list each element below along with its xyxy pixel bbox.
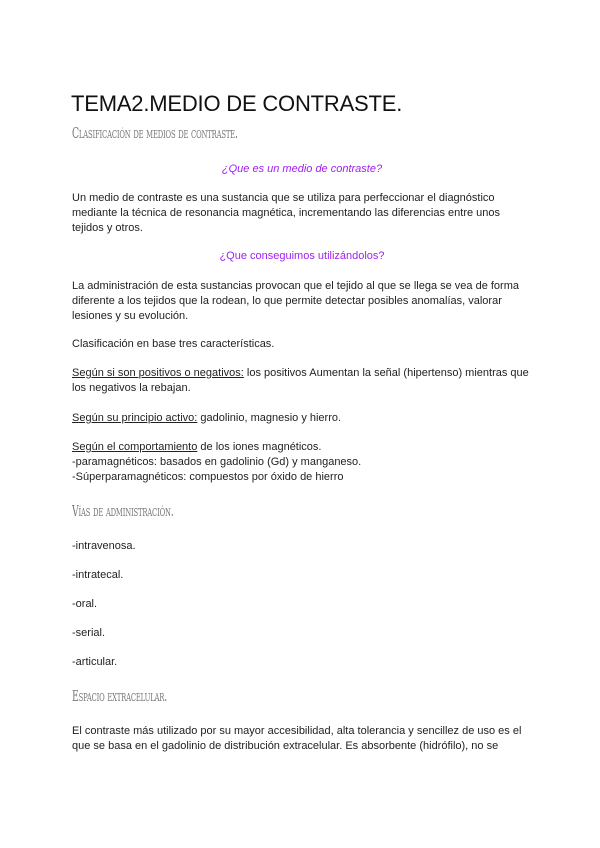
heading-espacio-extracelular: Espacio extracelular. — [72, 687, 167, 705]
label-segun-comportamiento: Según el comportamiento — [72, 441, 198, 453]
label-segun-positivos: Según si son positivos o negativos: — [72, 367, 244, 379]
text-segun-principio: gadolinio, magnesio y hierro. — [197, 412, 342, 424]
text-segun-positivos: los positivos Aumentan la señal (hipertenso) mientras que los negativos la rebajan. — [72, 367, 529, 394]
via-item: -articular. — [72, 656, 118, 668]
paragraph-segun-positivos — [72, 366, 532, 396]
via-item: -oral. — [72, 598, 98, 610]
paragraph-espacio: El contraste más utilizado por su mayor accesibilidad, alta tolerancia y sencillez de uso es el que se basa en el gadolinio de distribución extracelular. Es absorbente (hidrófilo), no se — [72, 725, 522, 752]
paragraph-segun-comportamiento — [72, 440, 532, 485]
question-que-es: ¿Que es un medio de contraste? — [221, 163, 383, 175]
paragraph-segun-principio — [72, 411, 532, 426]
document-title: TEMA2.MEDIO DE CONTRASTE. — [71, 91, 403, 116]
text-segun-comportamiento: de los iones magnéticos. — [197, 441, 322, 453]
via-item: -intravenosa. — [72, 540, 136, 552]
via-item: -intratecal. — [72, 569, 124, 581]
paragraph-administracion: La administración de esta sustancias provocan que el tejido al que se llega se vea de forma diferente a los tejidos que la rodean, lo que permite detectar posibles anomalías, valorar lesiones y su evolución. — [72, 280, 519, 322]
paragraph-clasificacion: Clasificación en base tres características. — [72, 338, 275, 350]
via-item: -serial. — [72, 627, 106, 639]
label-segun-principio: Según su principio activo: — [72, 412, 198, 424]
paragraph-definicion: Un medio de contraste es una sustancia que se utiliza para perfeccionar el diagnóstico mediante la técnica de resonancia magnética, incrementando las diferencias entre unos tejidos y otros. — [72, 192, 501, 234]
question-que-conseguimos: ¿Que conseguimos utilizándolos? — [219, 250, 385, 262]
heading-vias: Vías de administración. — [72, 502, 174, 520]
line-superparamagneticos: -Súperparamagnéticos: compuestos por óxido de hierro — [72, 471, 344, 483]
line-paramagneticos: -paramagnéticos: basados en gadolinio (Gd) y manganeso. — [72, 456, 362, 468]
heading-clasificacion: Clasificación de medios de contraste. — [72, 124, 238, 142]
